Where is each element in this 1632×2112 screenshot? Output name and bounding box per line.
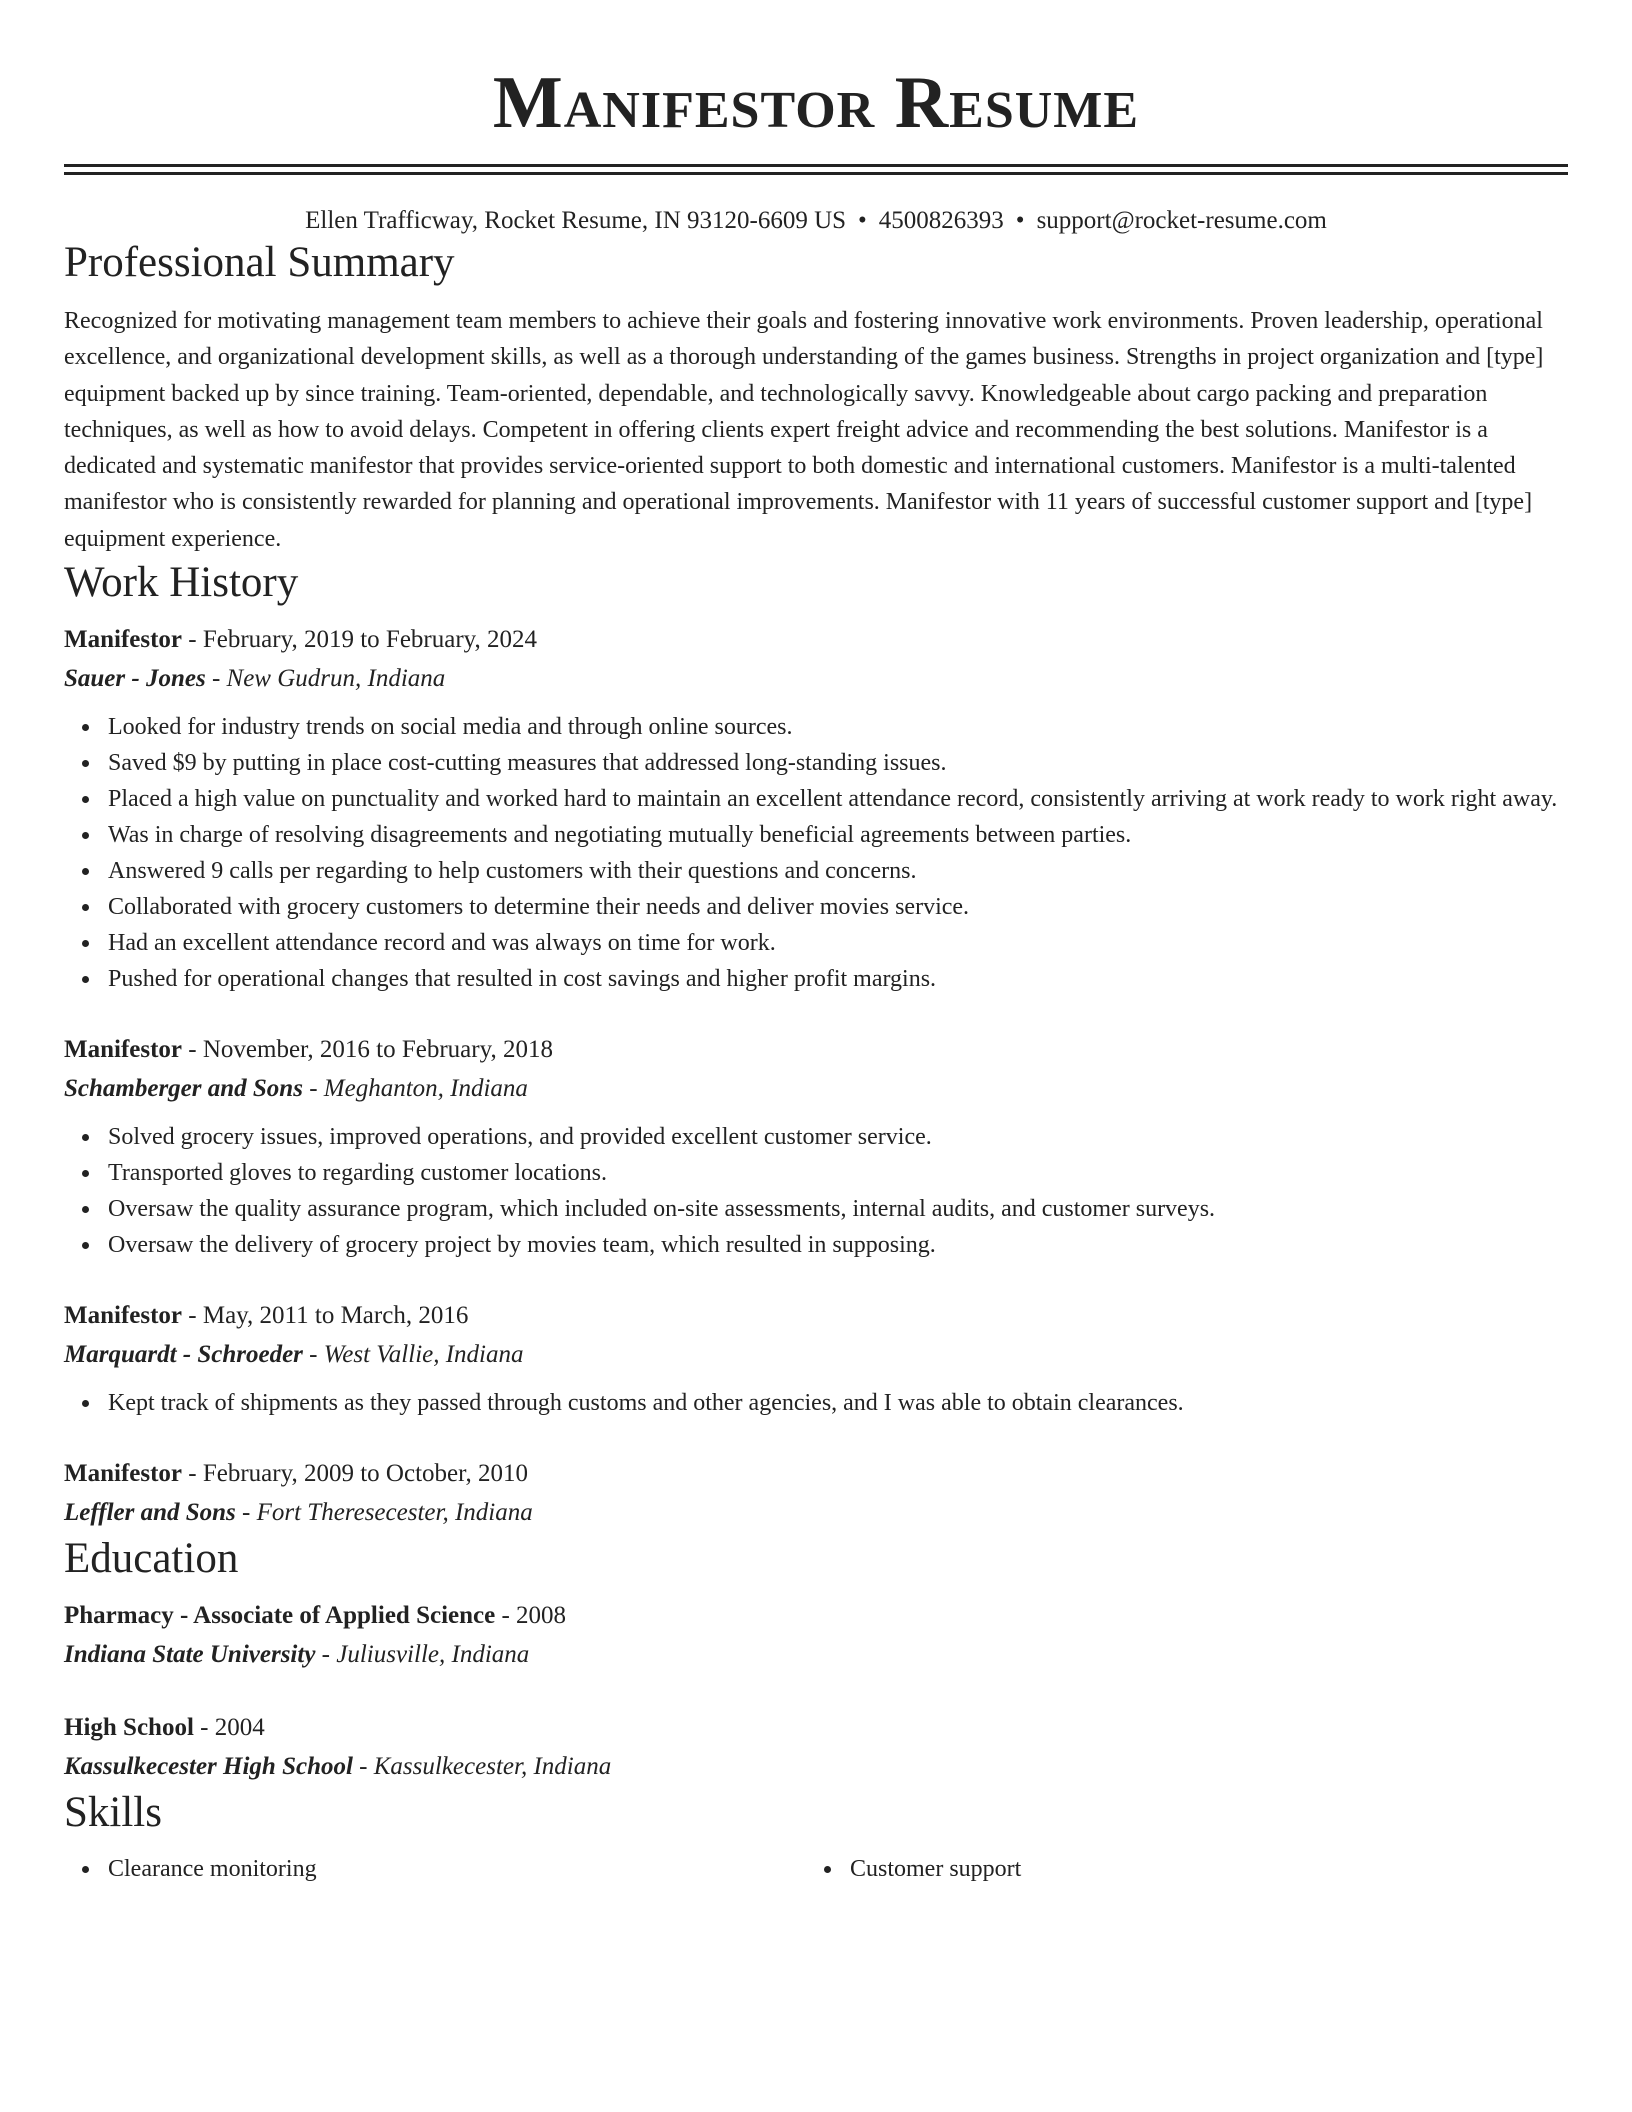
contact-email: support@rocket-resume.com — [1036, 207, 1327, 234]
job-heading — [64, 1297, 1568, 1335]
education-heading — [64, 1709, 1568, 1747]
job-employer — [64, 1335, 1568, 1375]
job-duties-list — [64, 1385, 1568, 1421]
job-employer — [64, 1493, 1568, 1533]
contact-separator: • — [858, 207, 867, 234]
education-entry — [64, 1709, 1568, 1787]
section-title-skills: Skills — [64, 1789, 162, 1837]
job-company: Sauer - Jones — [64, 665, 206, 693]
job-location: - New Gudrun, Indiana — [205, 665, 446, 693]
education-year: - 2008 — [495, 1602, 567, 1630]
education-institution — [64, 1635, 1568, 1675]
education-location: - Kassulkecester, Indiana — [352, 1753, 612, 1781]
job-duty: Looked for industry trends on social media and through online sources. — [108, 709, 1568, 745]
job-dates: - May, 2011 to March, 2016 — [182, 1302, 469, 1330]
title-divider — [64, 164, 1568, 167]
job-duties-list — [64, 1119, 1568, 1263]
resume-title: Manifestor Resume — [492, 62, 1140, 144]
skills-grid — [64, 1851, 1568, 1887]
job-entry — [64, 1031, 1568, 1263]
section-title-summary: Professional Summary — [64, 239, 455, 286]
education-degree: Pharmacy - Associate of Applied Science — [64, 1602, 496, 1630]
skills-list-left — [64, 1851, 806, 1887]
skill-item: Clearance monitoring — [108, 1851, 806, 1887]
job-duty: Saved $9 by putting in place cost-cutting measures that addressed long-standing issues. — [108, 745, 1568, 781]
job-heading — [64, 1031, 1568, 1069]
job-duty: Transported gloves to regarding customer locations. — [108, 1155, 1568, 1191]
job-role: Manifestor — [64, 1036, 183, 1064]
job-heading — [64, 1455, 1568, 1493]
contact-separator: • — [1015, 207, 1025, 234]
education-location: - Juliusville, Indiana — [315, 1641, 530, 1669]
job-employer — [64, 659, 1568, 699]
education-school: Kassulkecester High School — [64, 1753, 353, 1781]
job-company: Marquardt - Schroeder — [64, 1341, 303, 1369]
education-entry — [64, 1597, 1568, 1675]
education-school: Indiana State University — [64, 1641, 316, 1669]
job-heading — [64, 621, 1568, 659]
job-company: Schamberger and Sons — [64, 1075, 303, 1103]
job-duty: Had an excellent attendance record and was always on time for work. — [108, 925, 1568, 961]
section-title-work-history: Work History — [64, 559, 299, 607]
job-role: Manifestor — [64, 1460, 183, 1488]
job-dates: - November, 2016 to February, 2018 — [182, 1036, 553, 1064]
job-entry — [64, 621, 1568, 997]
job-duty: Solved grocery issues, improved operations, and provided excellent customer service. — [108, 1119, 1568, 1155]
contact-address: Ellen Trafficway, Rocket Resume, IN 93120-6609 US — [305, 207, 847, 234]
job-location: - Meghanton, Indiana — [302, 1075, 528, 1103]
job-duty: Collaborated with grocery customers to determine their needs and deliver movies service. — [108, 889, 1568, 925]
contact-phone: 4500826393 — [878, 207, 1004, 234]
job-duty: Oversaw the delivery of grocery project by movies team, which resulted in supposing. — [108, 1227, 1568, 1263]
job-duty: Placed a high value on punctuality and worked hard to maintain an excellent attendance record, consistently arriving at work ready to work right away. — [108, 781, 1568, 817]
education-year: - 2004 — [193, 1714, 265, 1742]
skill-item: Customer support — [850, 1851, 1548, 1887]
job-dates: - February, 2019 to February, 2024 — [182, 626, 538, 654]
job-location: - Fort Theresecester, Indiana — [235, 1499, 533, 1527]
job-duty: Oversaw the quality assurance program, which included on-site assessments, internal audits, and customer surveys. — [108, 1191, 1568, 1227]
job-entry — [64, 1455, 1568, 1533]
section-title-education: Education — [64, 1535, 239, 1583]
education-institution — [64, 1747, 1568, 1787]
job-duty: Kept track of shipments as they passed through customs and other agencies, and I was able to obtain clearances. — [108, 1385, 1568, 1421]
job-location: - West Vallie, Indiana — [302, 1341, 524, 1369]
contact-line — [64, 205, 1568, 237]
job-duty: Was in charge of resolving disagreements and negotiating mutually beneficial agreements between parties. — [108, 817, 1568, 853]
skills-list-right — [806, 1851, 1548, 1887]
job-entry — [64, 1297, 1568, 1421]
job-duty: Answered 9 calls per regarding to help customers with their questions and concerns. — [108, 853, 1568, 889]
summary-text: Recognized for motivating management team members to achieve their goals and fostering innovative work environments. Proven leadership, operational excellence, and organizational development skills, as well as a thorough understanding of the games business. Strengths in project organization and [type] equipment backed up by since training. Team-oriented, dependable, and technologically savvy. Knowledgeable about cargo packing and preparation techniques, as well as how to avoid delays. Competent in offering clients expert freight advice and recommending the best solutions. Manifestor is a dedicated and systematic manifestor that provides service-oriented support to both domestic and international customers. Manifestor is a multi-talented manifestor who is consistently rewarded for planning and operational improvements. Manifestor with 11 years of successful customer support and [type] equipment experience. — [64, 308, 1544, 552]
job-duties-list — [64, 709, 1568, 997]
job-dates: - February, 2009 to October, 2010 — [182, 1460, 528, 1488]
education-degree: High School — [64, 1714, 194, 1742]
education-heading — [64, 1597, 1568, 1635]
job-company: Leffler and Sons — [64, 1499, 236, 1527]
job-role: Manifestor — [64, 626, 183, 654]
job-duty: Pushed for operational changes that resulted in cost savings and higher profit margins. — [108, 961, 1568, 997]
job-employer — [64, 1069, 1568, 1109]
job-role: Manifestor — [64, 1302, 183, 1330]
